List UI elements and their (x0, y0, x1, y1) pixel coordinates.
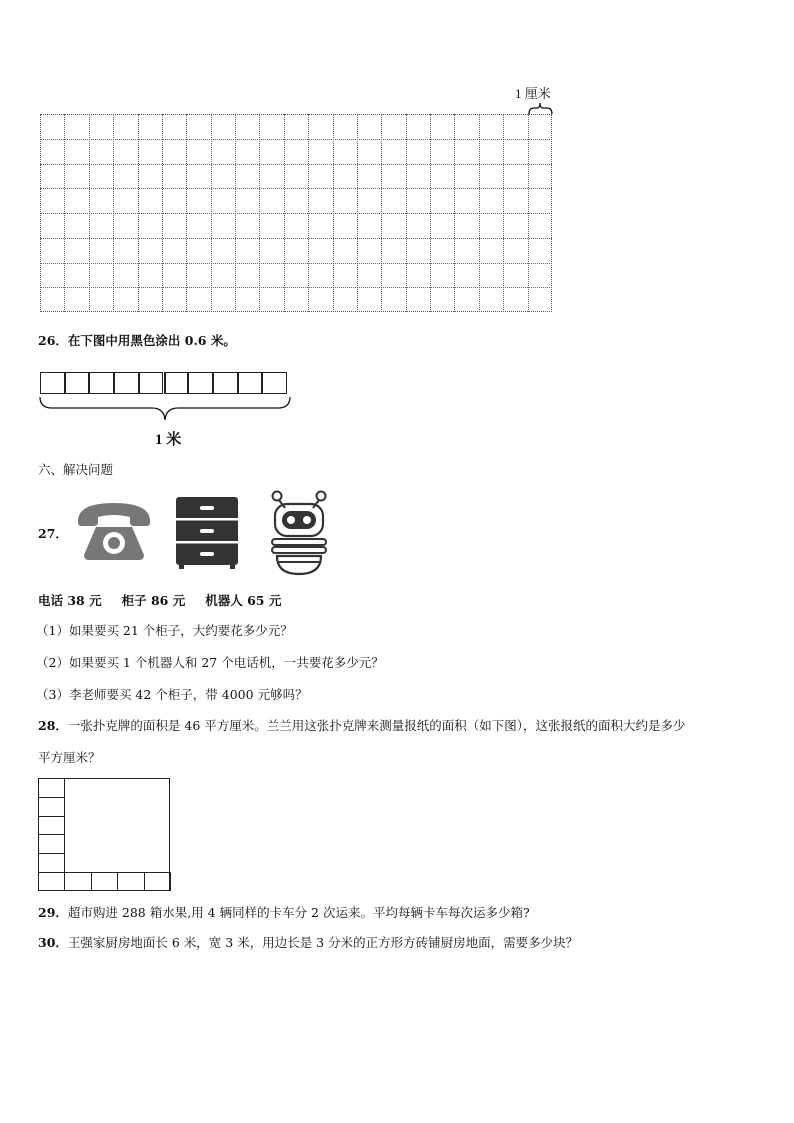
unit-bracket (526, 101, 556, 115)
grid-row-line (40, 287, 552, 288)
q29-text: 超市购进 288 箱水果,用 4 辆同样的卡车分 2 次运来。平均每辆卡车每次运多少箱? (67, 905, 530, 920)
grid-row-line (40, 238, 552, 239)
grid-row-line (40, 263, 552, 264)
meter-cell (262, 372, 287, 394)
robot-icon (266, 488, 332, 578)
q30-number: 30． (38, 935, 68, 950)
meter-cell (40, 372, 65, 394)
playing-card (64, 872, 91, 891)
playing-card (38, 834, 65, 854)
grid-row-line (40, 139, 552, 140)
playing-card (38, 853, 65, 873)
meter-cell (213, 372, 238, 394)
telephone-icon (76, 499, 152, 563)
q26-number: 26． (38, 333, 68, 348)
q28-line1 (38, 718, 686, 734)
q26-line (38, 333, 236, 349)
q27-sub2: （2）如果要买 1 个机器人和 27 个电话机，一共要花多少元？ (36, 655, 384, 670)
meter-cell (139, 372, 164, 394)
playing-card (38, 778, 65, 798)
q29-number: 29． (38, 905, 68, 920)
q28-text-1: 一张扑克牌的面积是 46 平方厘米。兰兰用这张扑克牌来测量报纸的面积（如下图），这张报纸的面积大约是多少 (67, 718, 686, 733)
playing-card (38, 797, 65, 817)
price-cabinet: 柜子 86 元 (121, 593, 186, 608)
grid-unit-label: 1 厘米 (515, 86, 551, 101)
q27-sub3: （3）李老师要买 42 个柜子，带 4000 元够吗？ (36, 687, 308, 702)
meter-cell (65, 372, 90, 394)
meter-cell (114, 372, 139, 394)
grid-row-line (40, 188, 552, 189)
meter-cell (238, 372, 263, 394)
price-robot: 机器人 65 元 (205, 593, 282, 608)
section-title: 六、解决问题 (38, 462, 114, 477)
q29-line (38, 905, 530, 921)
meter-cell (89, 372, 114, 394)
playing-card (91, 872, 118, 891)
cabinet-icon (174, 496, 240, 570)
meter-brace (38, 396, 292, 422)
q28-number: 28． (38, 718, 68, 733)
playing-card (117, 872, 144, 891)
q30-line (38, 935, 578, 951)
q27-number: 27． (38, 526, 68, 541)
q27-sub1: （1）如果要买 21 个柜子，大约要花多少元？ (36, 623, 293, 638)
playing-card (144, 872, 171, 891)
price-telephone: 电话 38 元 (38, 593, 102, 608)
playing-card (38, 816, 65, 836)
q28-line2: 平方厘米？ (38, 750, 101, 765)
grid-row-line (40, 213, 552, 214)
q30-text: 王强家厨房地面长 6 米，宽 3 米，用边长是 3 分米的正方形方砖铺厨房地面，需要多少块？ (67, 935, 579, 950)
playing-card (38, 872, 65, 891)
meter-cell (164, 372, 189, 394)
q26-text: 在下图中用黑色涂出 0.6 米。 (67, 333, 236, 348)
q27-prices (38, 593, 281, 609)
grid-row-line (40, 164, 552, 165)
meter-cell (188, 372, 213, 394)
meter-label: 1 米 (155, 432, 182, 448)
